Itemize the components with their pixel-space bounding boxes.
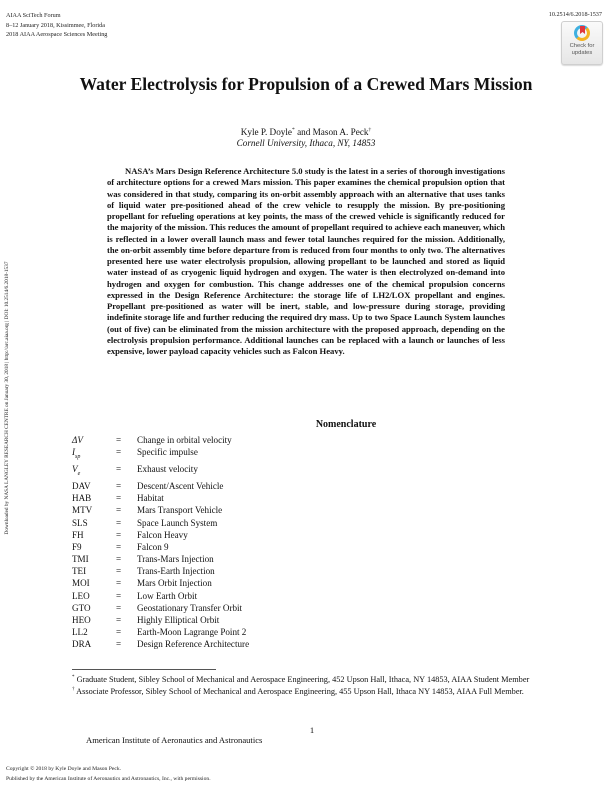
equals-sign: = [116,639,122,650]
nomenclature-symbol: TEI [72,566,87,577]
nomenclature-symbol: DAV [72,481,91,492]
crossmark-icon [574,25,590,41]
nomenclature-row [72,626,249,638]
nomenclature-definition: Geostationary Transfer Orbit [137,602,243,613]
nomenclature-row [72,504,249,516]
nomenclature-symbol: HEO [72,614,91,625]
equals-sign: = [116,529,122,540]
nomenclature-symbol: LL2 [72,626,88,637]
nomenclature-row [72,565,249,577]
conference-name: AIAA SciTech Forum [6,12,61,19]
abstract: NASA’s Mars Design Reference Architecture 5.0 study is the latest in a series of thorough investigations of architecture options for a crewed Mars mission. This paper examines the chemical propulsion option that was considered in that study, comparing its on-orbit assembly approach with an alternative that uses tanks of liquid water pre-positioned ahead of the crew vehicle to resupply the mission. By pre-positioning propellant for refueling operations at key points, the mass of the crewed vehicle is significantly reduced for the majority of the mission. This reduces the amount of propellant required to achieve each maneuver, which is reflected in a lower overall launch mass and fewer total launches required for the mission. Additionally, the on-orbit assembly time before departure from is reduced from four months to only two. The alternatives presented here use water electrolysis propulsion, allowing propellant to be launched and stored as liquid water instead of as cryogenic liquid hydrogen and oxygen. The water is then electrolyzed on-demand into hydrogen and oxygen for combustion. This change addresses one of the chemical propulsion concerns expressed in the Design Reference Architecture: the storage life of LH2/LOX propellant and engines. Propellant pre-positioned as water will be inert, stable, and low-pressure during storage, providing indefinite storage life and further reducing the required dry mass. Up to two Space Launch System launches (out of five) can be eliminated from the mission architecture with the proposed approach, depending on the electrolysis propulsion performance. Additional launches can be replaced with a launch or launches of less expensive, lower payload capacity vehicles such as Falcon Heavy. [107,166,506,356]
nomenclature-definition: Trans-Mars Injection [137,554,214,565]
nomenclature-definition: Design Reference Architecture [137,639,250,650]
footnote-2 [72,685,540,697]
nomenclature-row [72,434,249,446]
badge-line2: updates [571,49,593,56]
equals-sign: = [116,517,122,528]
footnote-text: Graduate Student, Sibley School of Mechanical and Aerospace Engineering, 452 Upson Hall, Ithaca, NY 14853, AIAA Student Member [74,674,530,684]
footnote-divider [72,669,216,670]
affiliation: Cornell University, Ithaca, NY, 14853 [236,138,376,149]
footnote-1 [72,673,540,685]
nomenclature-row [72,463,249,480]
nomenclature-definition: Habitat [137,493,164,504]
nomenclature-definition: Highly Elliptical Orbit [137,614,220,625]
equals-sign: = [116,481,122,492]
equals-sign: = [116,447,122,458]
equals-sign: = [116,566,122,577]
nomenclature-symbol: MTV [72,505,93,516]
nomenclature-definition: Change in orbital velocity [137,435,232,445]
author-line [0,125,612,138]
equals-sign: = [116,554,122,565]
copyright-line: Copyright © 2018 by Kyle Doyle and Mason Peck. [6,766,122,772]
nomenclature-symbol: TMI [72,554,89,565]
footnote-text: Associate Professor, Sibley School of Mechanical and Aerospace Engineering, 455 Upson Hall, Ithaca NY 14853, AIAA Full Member. [74,687,524,697]
nomenclature-row [72,577,249,589]
nomenclature-heading: Nomenclature [315,419,377,430]
equals-sign: = [116,505,122,516]
nomenclature-definition: Space Launch System [137,517,218,528]
equals-sign: = [116,602,122,613]
nomenclature-symbol: ΔV [72,435,83,445]
nomenclature-definition: Low Earth Orbit [137,590,198,601]
nomenclature-row [72,553,249,565]
nomenclature-row [72,492,249,504]
badge-line1: Check for [569,43,595,49]
nomenclature-symbol: HAB [72,493,92,504]
equals-sign: = [116,578,122,589]
author-conjunction: and [294,127,313,138]
nomenclature-row [72,590,249,602]
check-for-updates-badge[interactable] [561,21,603,65]
publisher-footer: American Institute of Aeronautics and Astronautics [86,735,263,745]
equals-sign: = [116,626,122,637]
nomenclature-definition: Descent/Ascent Vehicle [137,481,224,492]
nomenclature-row [72,541,249,553]
nomenclature-symbol: DRA [72,639,92,650]
nomenclature-definition: Exhaust velocity [137,464,198,475]
equals-sign: = [116,614,122,625]
nomenclature-row [72,602,249,614]
nomenclature-row [72,480,249,492]
download-watermark: Downloaded by NASA LANGLEY RESEARCH CENTRE on January 30, 2018 | http://arc.aiaa.org | DOI: 10.2514/6.2018-1537 [4,261,10,535]
nomenclature-row [72,614,249,626]
copyright-notice [6,765,211,784]
nomenclature-symbol: $V_e$ [72,464,81,477]
nomenclature-definition: Specific impulse [137,447,198,458]
page-number: 1 [309,725,315,735]
nomenclature-row [72,517,249,529]
conference-meeting: 2018 AIAA Aerospace Sciences Meeting [6,31,108,39]
nomenclature-definition: Falcon Heavy [137,529,188,540]
nomenclature-definition: Mars Orbit Injection [137,578,212,589]
nomenclature-symbol: F9 [72,541,82,552]
nomenclature-row [72,638,249,650]
equals-sign: = [116,464,122,475]
nomenclature-definition: Mars Transport Vehicle [137,505,223,516]
doi-label: 10.2514/6.2018-1537 [548,11,602,18]
nomenclature-row [72,446,249,463]
nomenclature-symbol: $I_{sp}$ [72,447,81,460]
equals-sign: = [116,493,122,504]
author-2: Mason A. Peck [312,127,369,138]
nomenclature-definition: Earth-Moon Lagrange Point 2 [137,626,247,637]
equals-sign: = [116,435,122,445]
nomenclature-definition: Trans-Earth Injection [137,566,215,577]
authors-block [0,125,612,149]
conference-info [6,11,107,40]
equals-sign: = [116,590,122,601]
bookmark-icon [580,26,585,34]
nomenclature-symbol: MOI [72,578,90,589]
nomenclature-symbol: GTO [72,602,91,613]
nomenclature-list [72,434,249,650]
permission-line: Published by the American Institute of Aeronautics and Astronautics, Inc., with permission. [6,775,211,782]
footnotes [72,673,540,698]
equals-sign: = [116,541,122,552]
footnote-mark: * [72,675,75,680]
author-2-footnote-mark[interactable]: † [368,127,372,133]
nomenclature-symbol: FH [72,529,84,540]
nomenclature-symbol: SLS [72,517,88,528]
nomenclature-definition: Falcon 9 [137,541,169,552]
footnote-mark: † [72,687,75,693]
nomenclature-row [72,529,249,541]
paper-title: Water Electrolysis for Propulsion of a Crewed Mars Mission [79,74,533,94]
conference-dates: 8–12 January 2018, Kissimmee, Florida [6,21,105,29]
author-1-footnote-mark[interactable]: * [292,127,295,133]
author-1: Kyle P. Doyle [240,127,293,138]
nomenclature-symbol: LEO [72,590,90,601]
